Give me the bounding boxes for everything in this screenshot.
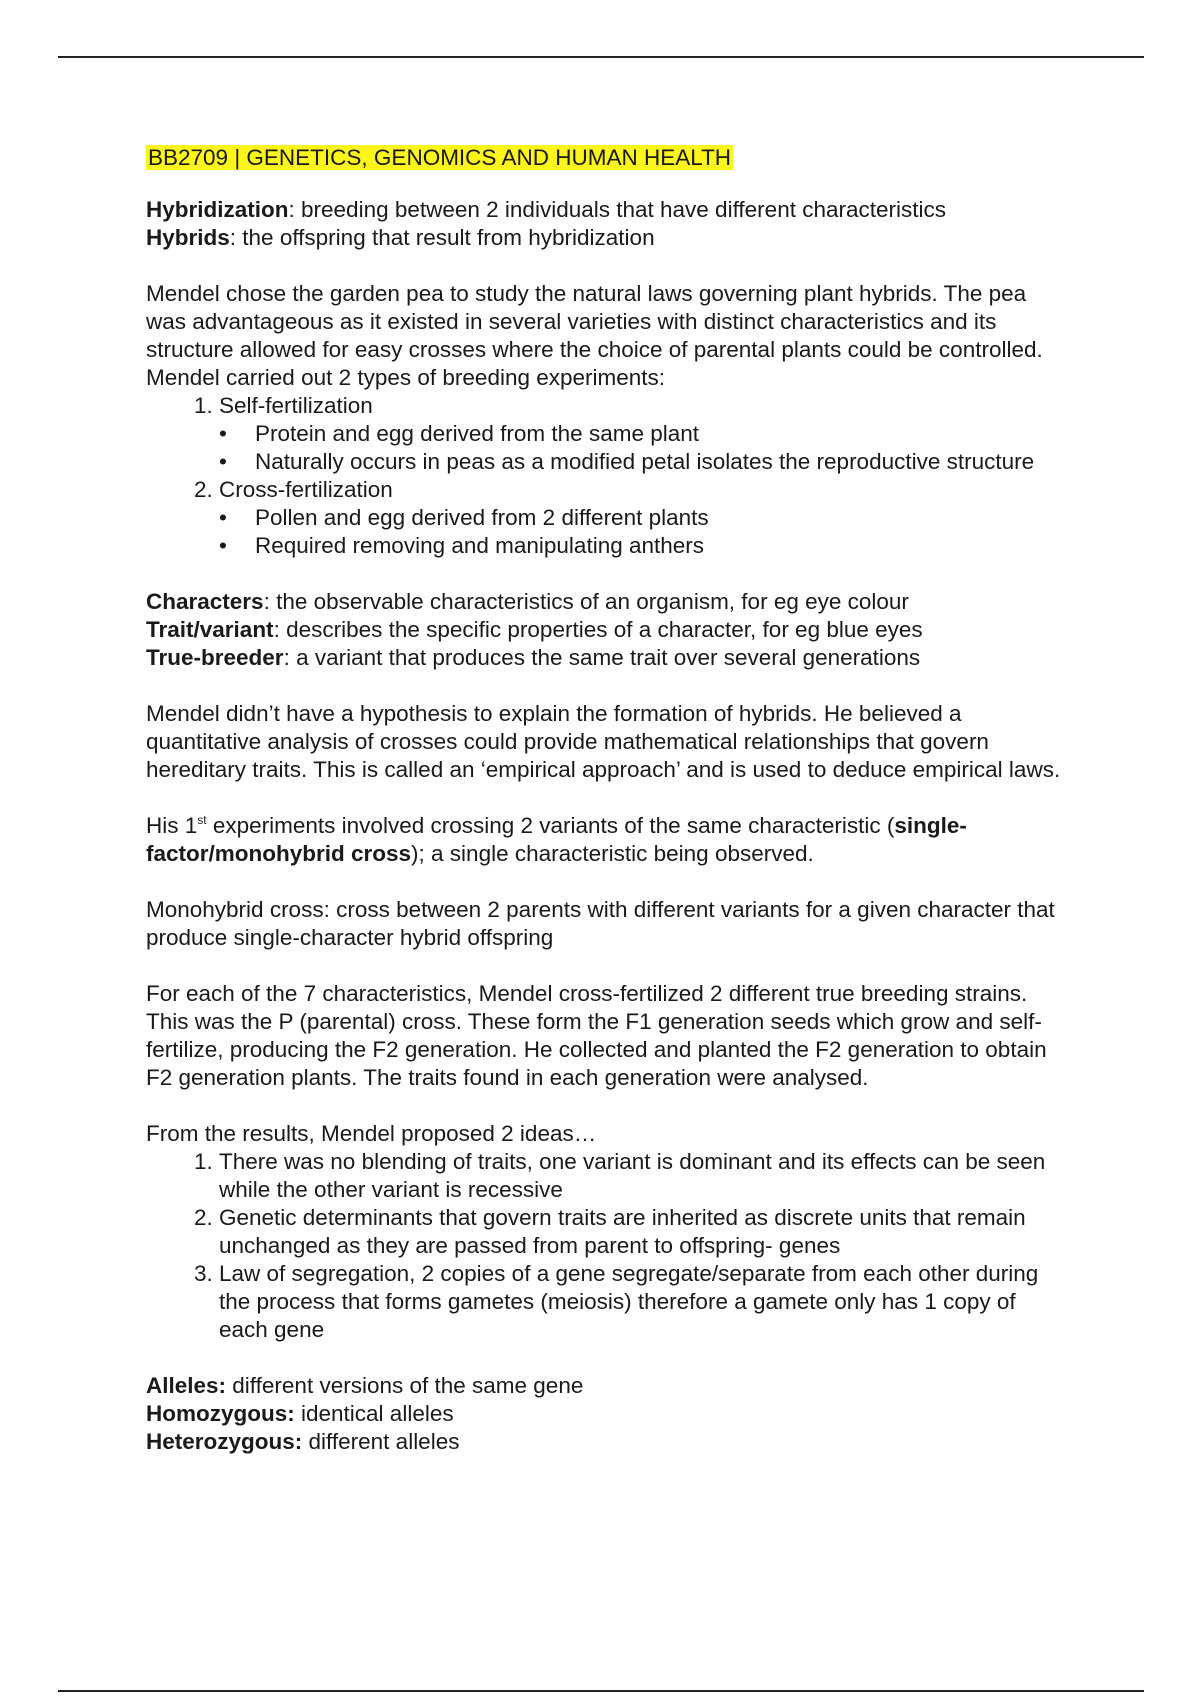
definition-term: Hybrids (146, 225, 230, 250)
page-top-rule (58, 56, 1144, 58)
definition-term: True-breeder (146, 645, 284, 670)
mendel-intro-paragraph: Mendel chose the garden pea to study the natural laws governing plant hybrids. The pea was advantageous as it existed in several varieties with distinct characteristics and its structure allowed for easy crosses where the choice of parental plants could be controlled. Mendel carried out 2 types of breeding experiments: (146, 281, 1043, 390)
definition-line (146, 224, 1066, 252)
definitions-hybrid (146, 196, 1066, 252)
document-body (146, 144, 1066, 1484)
definition-term: Trait/variant (146, 617, 274, 642)
definition-text: : the offspring that result from hybridization (229, 225, 655, 250)
hypothesis-paragraph: Mendel didn’t have a hypothesis to explain the formation of hybrids. He believed a quantitative analysis of crosses could provide mathematical relationships that govern hereditary traits. This is called an ‘empirical approach’ and is used to deduce empirical laws. (146, 701, 1061, 782)
definition-text: : breeding between 2 individuals that have different characteristics (288, 197, 946, 222)
definition-line (146, 1372, 1066, 1400)
definition-line (146, 1400, 1066, 1428)
ideas-list (146, 1148, 1066, 1344)
breeding-type-label: Cross-fertilization (219, 477, 393, 502)
definition-line (146, 196, 1066, 224)
monohybrid-paragraph: Monohybrid cross: cross between 2 parents with different variants for a given character that produce single-character hybrid offspring (146, 897, 1055, 950)
list-item (219, 392, 1066, 476)
experiments-prefix: His 1 (146, 813, 198, 838)
document-title (146, 144, 1066, 172)
definition-term: Hybridization (146, 197, 289, 222)
definition-term: Alleles: (146, 1373, 227, 1398)
bullet-item: • Protein and egg derived from the same plant (255, 420, 1066, 448)
bullet-list (219, 420, 1066, 476)
definition-line (146, 616, 1066, 644)
breeding-types-list (146, 392, 1066, 560)
list-item (219, 476, 1066, 560)
definition-term: Heterozygous: (146, 1429, 303, 1454)
list-item: 3. Law of segregation, 2 copies of a gene segregate/separate from each other during the process that forms gametes (meiosis) therefore a gamete only has 1 copy of each gene (219, 1260, 1066, 1344)
definition-text: different versions of the same gene (226, 1373, 584, 1398)
definition-text: : a variant that produces the same trait over several generations (283, 645, 921, 670)
definition-line (146, 588, 1066, 616)
generations-paragraph: For each of the 7 characteristics, Mendel cross-fertilized 2 different true breeding strains. This was the P (parental) cross. These form the F1 generation seeds which grow and self-fertilize, producing the F2 generation. He collected and planted the F2 generation to obtain F2 generation plants. The traits found in each generation were analysed. (146, 981, 1047, 1090)
definition-text: different alleles (302, 1429, 460, 1454)
course-title-highlight: BB2709 | GENETICS, GENOMICS AND HUMAN HEALTH (148, 145, 732, 170)
experiments-bold-term: single-factor/monohybrid cross (146, 813, 967, 866)
bullet-item: • Required removing and manipulating anthers (255, 532, 1066, 560)
breeding-type-label: Self-fertilization (219, 393, 373, 418)
bullet-list (219, 504, 1066, 560)
definition-text: identical alleles (294, 1401, 454, 1426)
list-item: 2. Genetic determinants that govern traits are inherited as discrete units that remain unchanged as they are passed from parent to offspring- genes (219, 1204, 1066, 1260)
definition-text: : the observable characteristics of an organism, for eg eye colour (263, 589, 909, 614)
page-bottom-rule (58, 1690, 1144, 1692)
bullet-item: • Naturally occurs in peas as a modified petal isolates the reproductive structure (255, 448, 1066, 476)
definition-text: : describes the specific properties of a character, for eg blue eyes (273, 617, 923, 642)
bullet-item: • Pollen and egg derived from 2 different plants (255, 504, 1066, 532)
experiments-middle: experiments involved crossing 2 variants of the same characteristic ( (206, 813, 895, 838)
ideas-intro: From the results, Mendel proposed 2 ideas… (146, 1121, 597, 1146)
ordinal-suffix: st (197, 813, 207, 827)
experiments-suffix: ); a single characteristic being observed. (411, 841, 814, 866)
definitions-characters (146, 588, 1066, 672)
experiments-paragraph (146, 812, 1066, 868)
definition-term: Characters (146, 589, 264, 614)
list-item: 1. There was no blending of traits, one variant is dominant and its effects can be seen while the other variant is recessive (219, 1148, 1066, 1204)
definition-term: Homozygous: (146, 1401, 295, 1426)
definition-line (146, 1428, 1066, 1456)
definition-line (146, 644, 1066, 672)
definitions-alleles (146, 1372, 1066, 1456)
